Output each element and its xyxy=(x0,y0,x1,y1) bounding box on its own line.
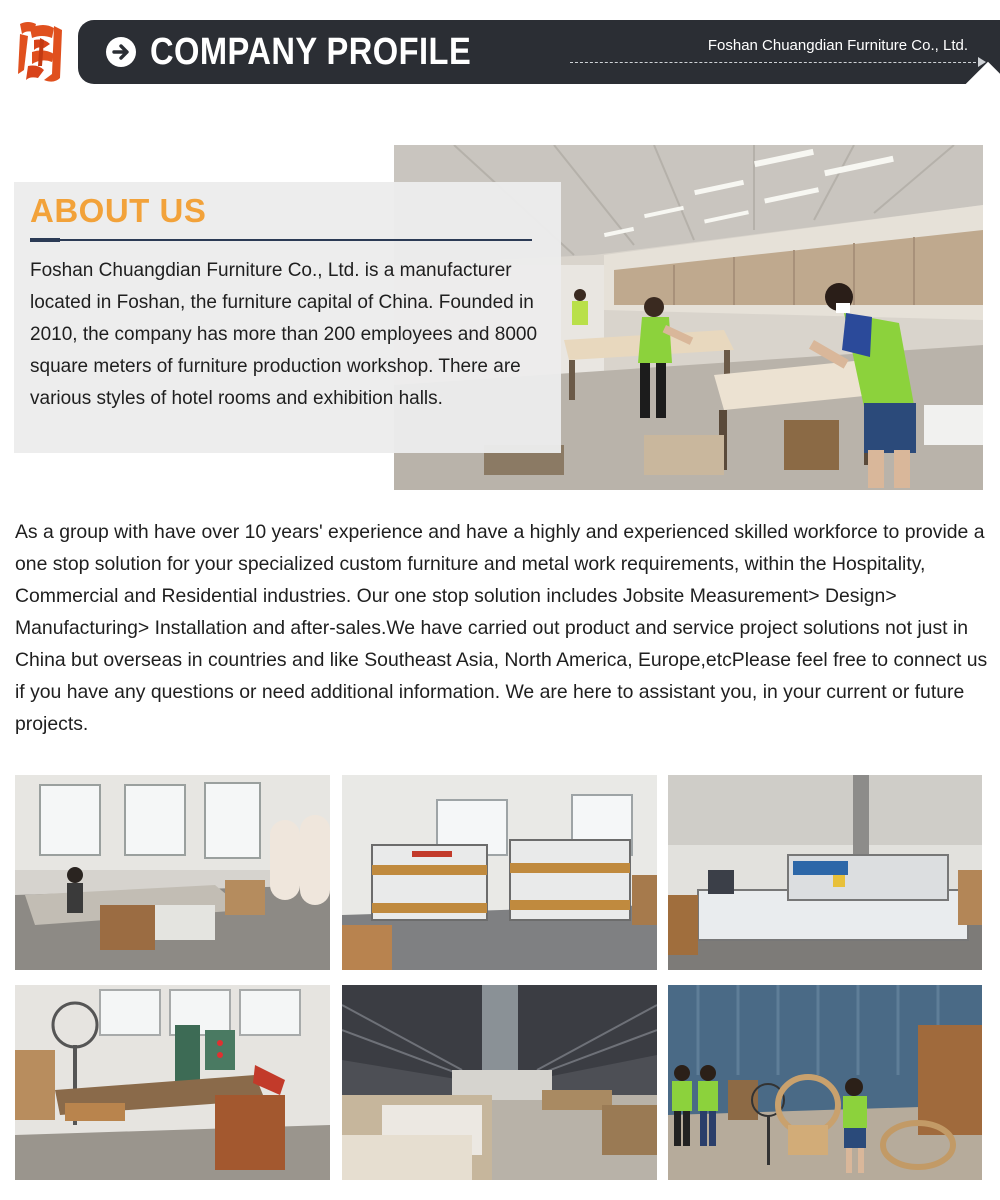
about-us-underline xyxy=(30,239,532,241)
gallery-photo-edge-bander xyxy=(668,775,982,970)
calligraphy-seal-icon xyxy=(14,18,66,86)
gallery-photo-workers-chairs xyxy=(668,985,982,1180)
arrow-right-circle-icon xyxy=(106,37,136,67)
page-title: COMPANY PROFILE xyxy=(150,31,472,73)
about-us-heading: ABOUT US xyxy=(30,192,207,229)
about-us-underline-accent xyxy=(30,238,60,242)
gallery-photo-press-machines xyxy=(342,775,657,970)
header-company-name: Foshan Chuangdian Furniture Co., Ltd. xyxy=(707,37,968,54)
gallery-photo-saw-workshop xyxy=(15,775,330,970)
about-us-text: Foshan Chuangdian Furniture Co., Ltd. is a manufacturer located in Foshan, the furniture capital of China. Founded in 2010, the company has more than 200 employees and 8000 square meters of furniture production workshop. There are various styles of hotel rooms and exhibition halls. xyxy=(30,260,538,409)
about-us-panel xyxy=(14,182,561,453)
header-banner xyxy=(78,20,1000,84)
gallery-photo-milling-machine xyxy=(15,985,330,1180)
gallery-photo-warehouse xyxy=(342,985,657,1180)
header-dashed-divider xyxy=(570,62,976,63)
company-description: As a group with have over 10 years' experience and have a highly and experienced skilled workforce to provide a one stop solution for your specialized custom furniture and metal work requirements, within the Hospitality, Commercial and Residential industries. Our one stop solution includes Jobsite Measurement> Design> Manufacturing> Installation and after-sales.We have carried out product and service project solutions not just in China but overseas in countries and like Southeast Asia, North America, Europe,etcPlease feel free to connect us if you have any questions or need additional information. We are here to assistant you, in your current or future projects. xyxy=(15,521,988,735)
company-logo xyxy=(14,18,66,86)
